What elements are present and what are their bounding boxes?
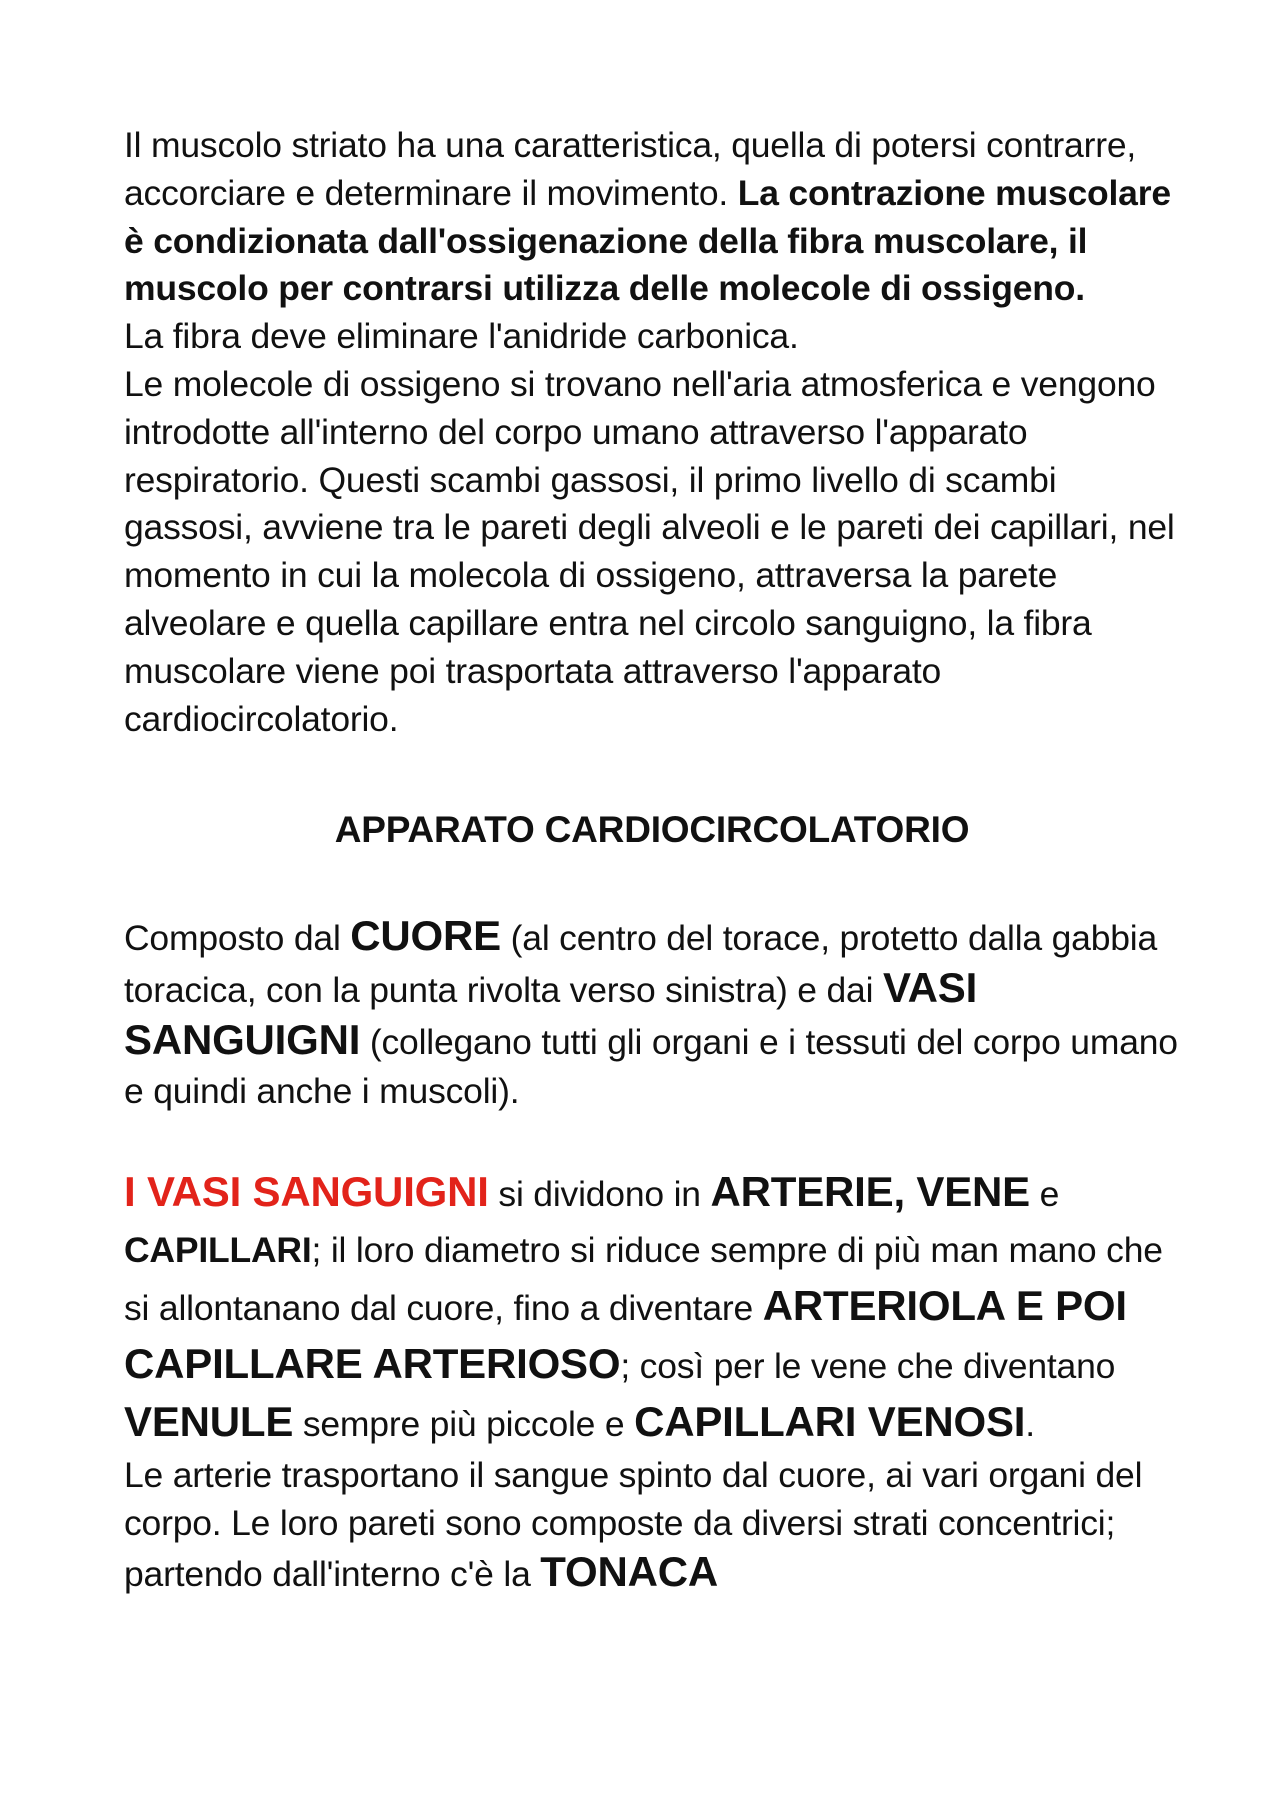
text: si dividono in	[488, 1174, 711, 1215]
text-comma: ,	[893, 1168, 917, 1216]
text: e	[1029, 1174, 1060, 1215]
document-page	[124, 122, 1180, 1599]
paragraph-muscle-contraction	[124, 122, 1180, 313]
keyword-vasi-sanguigni: VASI SANGUIGNI	[124, 964, 978, 1064]
text: (collegano tutti gli organi e i tessuti del corpo umano e quindi anche i muscoli).	[124, 1022, 1178, 1112]
section-blood-vessels	[124, 1164, 1180, 1598]
keyword-venule: VENULE	[124, 1398, 294, 1446]
text: sempre più piccole e	[293, 1404, 635, 1445]
text: (al centro del torace, protetto dalla gabbia toracica, con la punta rivolta verso sinistra) e dai	[124, 918, 1158, 1011]
text: Le arterie trasportano il sangue spinto dal cuore, ai vari organi del corpo. Le loro pareti sono composte da diversi strati concentrici; partendo dall'interno c'è la	[124, 1455, 1143, 1594]
keyword-arteriola: ARTERIOLA E POI CAPILLARE ARTERIOSO	[124, 1282, 1127, 1388]
paragraph-carbon-dioxide: La fibra deve eliminare l'anidride carbonica.	[124, 316, 799, 357]
text-intro: Il muscolo striato ha una caratteristica, quella di potersi contrarre, accorciare e determinare il movimento.	[124, 125, 1137, 213]
text: ; il loro diametro si riduce sempre di più man mano che si allontanano dal cuore, fino a diventare	[124, 1230, 1163, 1329]
paragraph-arteries	[124, 1452, 1180, 1598]
paragraph-vessel-types	[124, 1164, 1180, 1452]
keyword-capillari: CAPILLARI	[124, 1230, 312, 1271]
text: ; così per le vene che diventano	[620, 1346, 1116, 1387]
section-composition	[124, 911, 1180, 1116]
keyword-i-vasi-sanguigni: I VASI SANGUIGNI	[124, 1168, 489, 1216]
keyword-arterie: ARTERIE	[710, 1168, 894, 1216]
paragraph-oxygen-molecules: Le molecole di ossigeno si trovano nell'aria atmosferica e vengono introdotte all'interno del corpo umano attraverso l'apparato respiratorio. Questi scambi gassosi, il primo livello di scambi gassosi, avviene tra le pareti degli alveoli e le pareti dei capillari, nel momento in cui la molecola di ossigeno, attraversa la parete alveolare e quella capillare entra nel circolo sanguigno, la fibra muscolare viene poi trasportata attraverso l'apparato cardiocircolatorio.	[124, 363, 1175, 739]
text: Composto dal	[124, 918, 351, 959]
text: .	[1025, 1404, 1035, 1445]
keyword-vene: VENE	[916, 1168, 1030, 1216]
text-bold-statement: La contrazione muscolare è condizionata dall'ossigenazione della fibra muscolare, il muscolo per contrarsi utilizza delle molecole di ossigeno.	[124, 172, 1171, 309]
keyword-cuore: CUORE	[350, 912, 501, 960]
keyword-capillari-venosi: CAPILLARI VENOSI	[634, 1398, 1026, 1446]
keyword-tonaca: TONACA	[540, 1547, 718, 1595]
section-heading: APPARATO CARDIOCIRCOLATORIO	[334, 809, 970, 851]
paragraph-composition	[124, 911, 1180, 1116]
